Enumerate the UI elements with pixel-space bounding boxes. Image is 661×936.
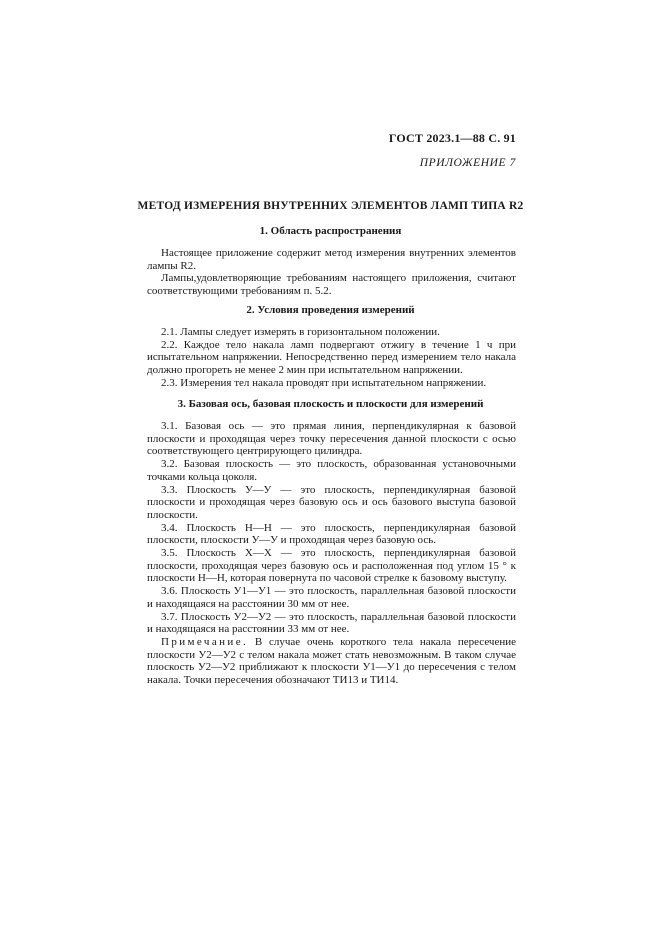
paragraph: 3.1. Базовая ось — это прямая линия, перпендикулярная к базовой плоскости и проходящая через точку пересечения данной плоскости с осью соответствующего центрирующего цилиндра. bbox=[147, 420, 516, 458]
paragraph: 3.4. Плоскость Н—Н — это плоскость, перпендикулярная базовой плоскости, плоскости У—У и проходящая через базовую ось. bbox=[147, 521, 516, 547]
paragraph: 3.5. Плоскость Х—Х — это плоскость, перпендикулярная базовой плоскости, проходящая через базовую ось и расположенная под углом 15 ° к плоскости Н—Н, которая повернута по часовой стрелке к базовому выступу. bbox=[147, 547, 516, 585]
paragraph: Лампы,удовлетворяющие требованиям настоящего приложения, считают соответствующими требованиям п. 5.2. bbox=[147, 272, 516, 298]
section-2-heading: 2. Условия проведения измерений bbox=[246, 304, 415, 316]
note-paragraph bbox=[147, 636, 516, 687]
document-title: МЕТОД ИЗМЕРЕНИЯ ВНУТРЕННИХ ЭЛЕМЕНТОВ ЛАМП ТИПА R2 bbox=[137, 200, 524, 212]
paragraph: 2.2. Каждое тело накала ламп подвергают отжигу в течение 1 ч при испытательном напряжении. Непосредственно перед измерением тело накала должно прогореть не менее 2 мин при испытательном напряжении. bbox=[147, 338, 516, 377]
paragraph: Настоящее приложение содержит метод измерения внутренних элементов лампы R2. bbox=[147, 247, 516, 272]
paragraph: 2.3. Измерения тел накала проводят при испытательном напряжении. bbox=[161, 376, 487, 389]
section-1-body bbox=[147, 247, 516, 298]
section-2-body bbox=[147, 326, 516, 390]
paragraph: 3.7. Плоскость У2—У2 — это плоскость, параллельная базовой плоскости и находящаяся на расстоянии 33 мм от нее. bbox=[147, 610, 516, 636]
section-1-heading: 1. Область распространения bbox=[259, 225, 402, 237]
note-text: В случае очень короткого тела накала пересечение плоскости У2—У2 с телом накала может стать невозможным. В таком случае плоскость У2—У2 приближают к плоскости У1—У1 до пересечения с телом накала. Точки пересечения обозначают ТИ13 и ТИ14. bbox=[147, 635, 517, 687]
appendix-label: ПРИЛОЖЕНИЕ 7 bbox=[419, 157, 516, 169]
paragraph: 2.1. Лампы следует измерять в горизонтальном положении. bbox=[161, 326, 440, 338]
standard-page-header: ГОСТ 2023.1—88 С. 91 bbox=[388, 131, 516, 145]
paragraph: 3.6. Плоскость У1—У1 — это плоскость, параллельная базовой плоскости и находящаяся на расстоянии 30 мм от нее. bbox=[147, 585, 516, 610]
note-label: Примечание. bbox=[161, 635, 249, 648]
paragraph: 3.2. Базовая плоскость — это плоскость, образованная установочными точками кольца цоколя. bbox=[147, 458, 516, 483]
section-3-body bbox=[147, 420, 516, 687]
section-3-heading: 3. Базовая ось, базовая плоскость и плоскости для измерений bbox=[177, 398, 484, 410]
paragraph: 3.3. Плоскость У—У — это плоскость, перпендикулярная базовой плоскости и проходящая через базовую ось и ось базового выступа базовой плоскости. bbox=[147, 483, 516, 521]
